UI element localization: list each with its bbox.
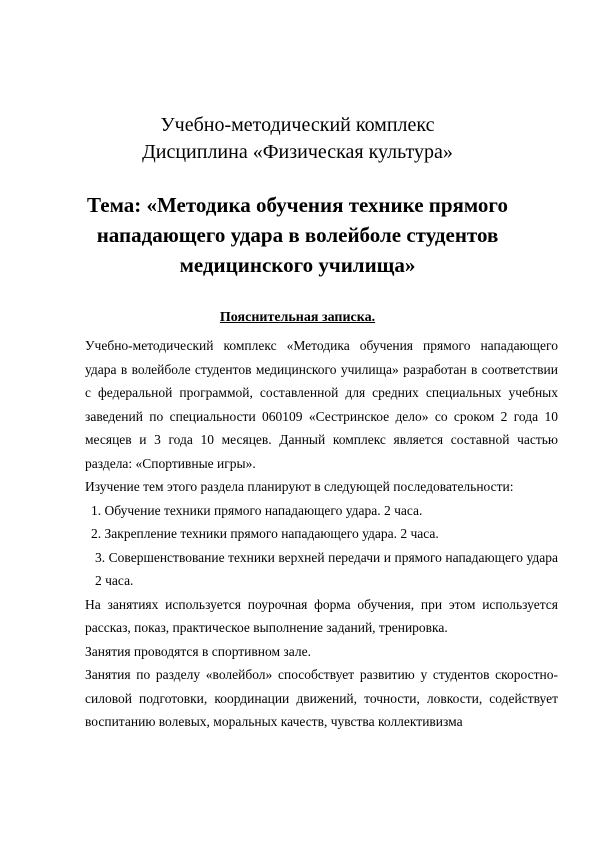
discipline-title: Дисциплина «Физическая культура»	[142, 141, 453, 163]
explanatory-note-heading: Пояснительная записка.	[219, 310, 376, 325]
complex-title: Учебно-методический комплекс	[160, 114, 435, 136]
sequence-paragraph: Изучение тем этого раздела планируют в следующей последовательности:	[85, 479, 514, 494]
theme-title: Тема: «Методика обучения технике прямого нападающего удара в волейболе студентов медицинского училища»	[87, 193, 508, 277]
list-item: 3. Совершенствование техники верхней передачи и прямого нападающего удара 2 часа.	[95, 549, 558, 588]
place-paragraph: Занятия проводятся в спортивном зале.	[85, 643, 311, 659]
document-header	[0, 112, 595, 166]
form-paragraph: На занятиях используется поурочная форма обучения, при этом используется рассказ, показ, практическое выполнение заданий, тренировка.	[85, 596, 558, 635]
intro-paragraph: Учебно-методический комплекс «Методика обучения прямого нападающего удара в волейболе студентов медицинского училища» разработан в соответствии с федеральной программой, составленной для средних специальных учебных заведений по специальности 060109 «Сестринское дело» со сроком 2 года 10 месяцев и 3 года 10 месяцев. Данный комплекс является составной частью раздела: «Спортивные игры».	[85, 338, 558, 471]
document-body	[85, 334, 558, 734]
benefit-paragraph: Занятия по разделу «волейбол» способствует развитию у студентов скоростно-силовой подготовки, координации движений, точности, ловкости, содействует воспитанию волевых, моральных качеств, чувства коллективизма	[85, 667, 558, 729]
list-item: 1. Обучение техники прямого нападающего удара. 2 часа.	[91, 502, 423, 518]
list-item: 2. Закрепление техники прямого нападающего удара. 2 часа.	[91, 526, 439, 541]
